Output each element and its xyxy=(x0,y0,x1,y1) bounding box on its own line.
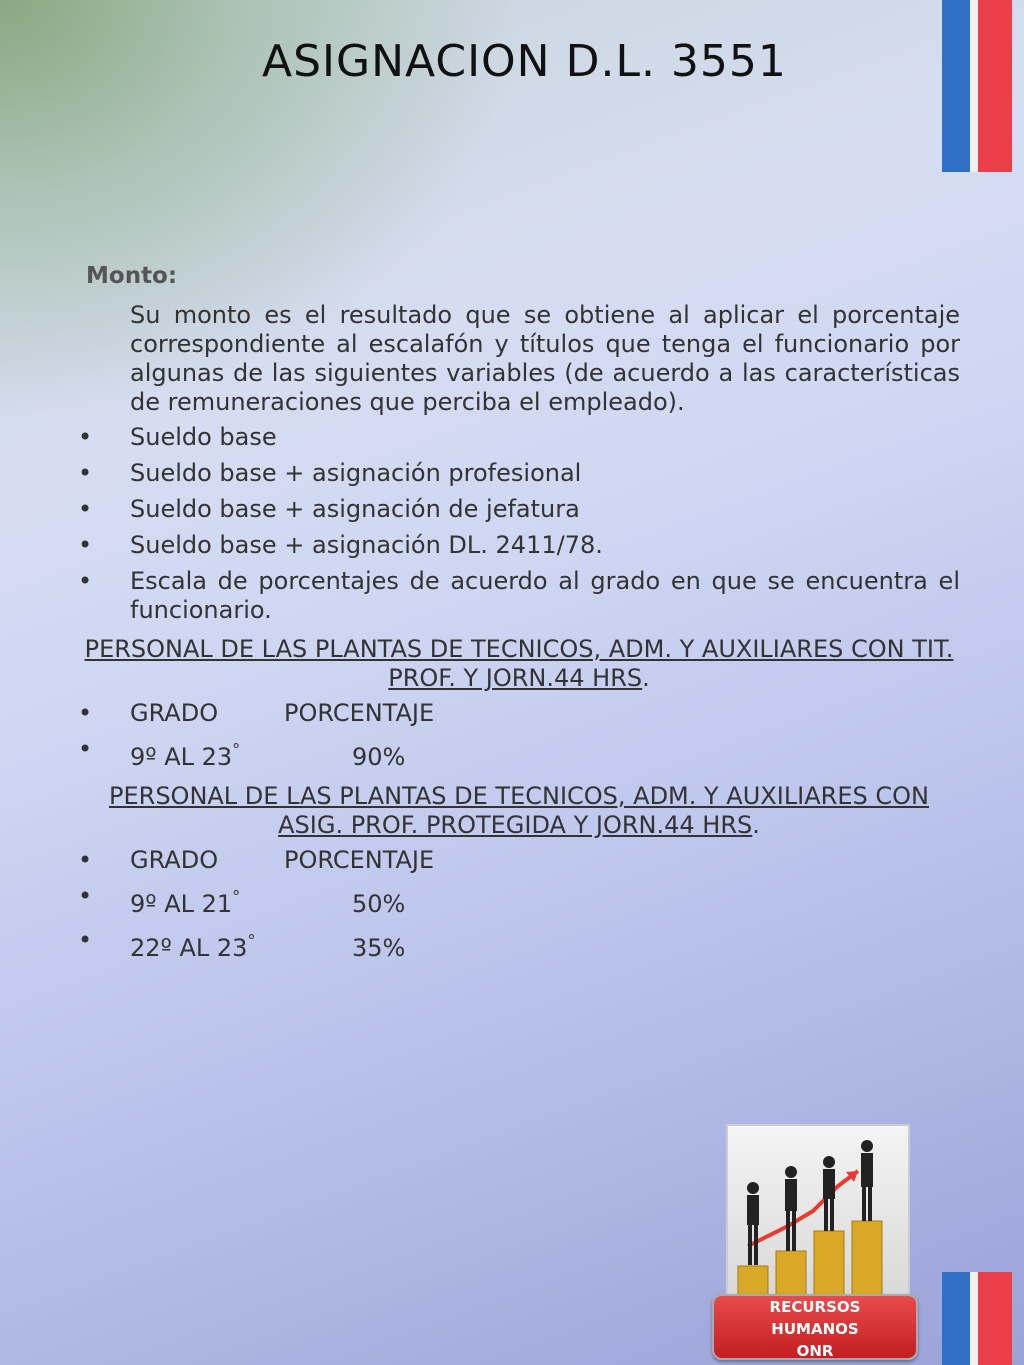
badge-line: ONR xyxy=(796,1342,834,1360)
list-item: • Sueldo base xyxy=(78,423,960,452)
recursos-humanos-badge xyxy=(712,1294,918,1360)
list-item: • Sueldo base + asignación DL. 2411/78. xyxy=(78,531,960,560)
grado-header: GRADO xyxy=(130,846,219,874)
porcentaje-header: PORCENTAJE xyxy=(284,699,435,727)
grado-cell: 22º AL 23° xyxy=(130,931,256,962)
grado-cell: 9º AL 23° xyxy=(130,740,241,771)
flag-stripes-bottom xyxy=(942,1272,1012,1365)
table-row xyxy=(78,882,960,919)
porcentaje-cell: 90% xyxy=(352,743,406,771)
porcentaje-header: PORCENTAJE xyxy=(284,846,435,874)
flag-stripes-top xyxy=(942,0,1012,172)
section1-table xyxy=(78,699,960,772)
porcentaje-cell: 35% xyxy=(352,934,406,962)
section2-heading: PERSONAL DE LAS PLANTAS DE TECNICOS, ADM. Y AUXILIARES CON ASIG. PROF. PROTEGIDA Y JORN.44 HRS. xyxy=(109,782,929,839)
variables-list xyxy=(78,423,960,625)
section1-heading: PERSONAL DE LAS PLANTAS DE TECNICOS, ADM. Y AUXILIARES CON TIT. PROF. Y JORN.44 HRS. xyxy=(84,635,954,692)
table-header-row xyxy=(78,846,960,875)
table-header-row xyxy=(78,699,960,728)
badge-line: RECURSOS xyxy=(769,1298,861,1316)
list-item: • Sueldo base + asignación profesional xyxy=(78,459,960,488)
slide-content xyxy=(78,262,960,970)
table-row xyxy=(78,735,960,772)
section2-table xyxy=(78,846,960,963)
monto-description: Su monto es el resultado que se obtiene al aplicar el porcentaje correspondiente al escalafón y títulos que tenga el funcionario por algunas de las siguientes variables (de acuerdo a las características de remuneraciones que perciba el empleado). xyxy=(130,301,960,416)
grado-cell: 9º AL 21° xyxy=(130,887,241,918)
business-growth-image xyxy=(726,1124,910,1298)
table-row xyxy=(78,926,960,963)
badge-line: HUMANOS xyxy=(771,1320,859,1338)
slide-title: ASIGNACION D.L. 3551 xyxy=(262,36,787,87)
list-item: • Sueldo base + asignación de jefatura xyxy=(78,495,960,524)
porcentaje-cell: 50% xyxy=(352,890,406,918)
monto-label: Monto: xyxy=(86,263,178,289)
grado-header: GRADO xyxy=(130,699,219,727)
list-item: • Escala de porcentajes de acuerdo al grado en que se encuentra el funcionario. xyxy=(78,567,960,625)
